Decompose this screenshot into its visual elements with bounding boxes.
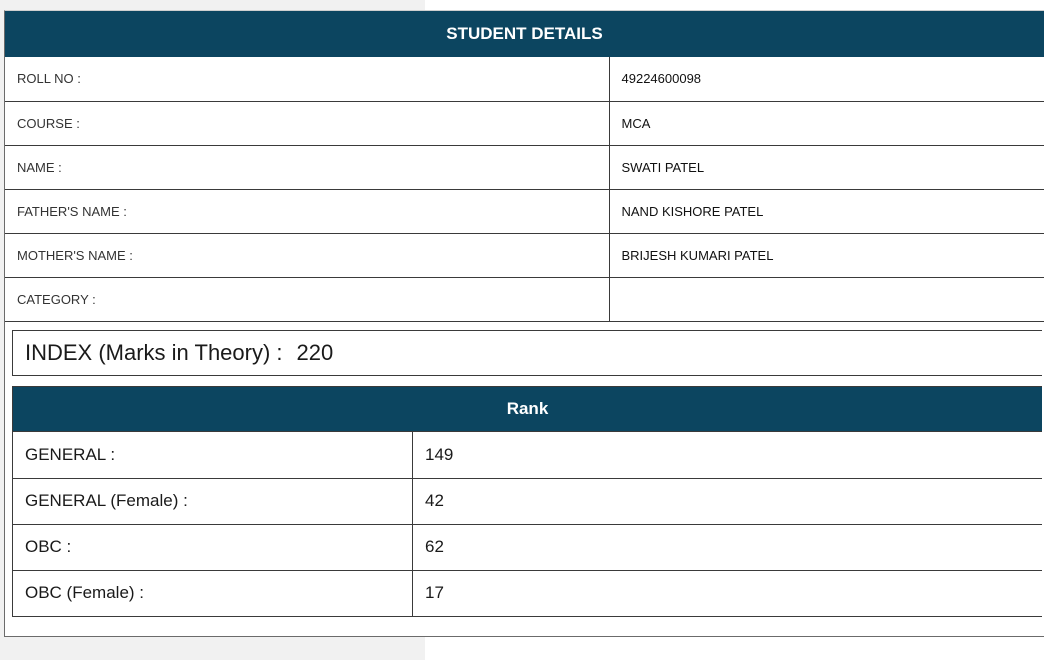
rank-general-label: GENERAL : [13, 432, 413, 478]
roll-no-value: 49224600098 [609, 57, 1044, 101]
table-row [13, 478, 1043, 524]
rank-obc-value: 62 [413, 524, 1043, 570]
table-row [13, 524, 1043, 570]
category-value [609, 277, 1044, 321]
rank-general-female-label: GENERAL (Female) : [13, 478, 413, 524]
rank-title: Rank [506, 399, 549, 418]
category-label: CATEGORY : [5, 277, 609, 321]
mothers-name-label: MOTHER'S NAME : [5, 233, 609, 277]
rank-section [12, 386, 1042, 617]
student-details-header [5, 11, 1044, 57]
name-value: SWATI PATEL [609, 145, 1044, 189]
index-box [12, 330, 1042, 376]
rank-obc-female-label: OBC (Female) : [13, 570, 413, 616]
table-row [5, 233, 1044, 277]
table-row [5, 145, 1044, 189]
table-row [5, 189, 1044, 233]
student-details-title: STUDENT DETAILS [446, 24, 603, 43]
rank-obc-label: OBC : [13, 524, 413, 570]
table-row [13, 432, 1043, 478]
rank-table [12, 432, 1042, 617]
table-row [13, 570, 1043, 616]
mothers-name-value: BRIJESH KUMARI PATEL [609, 233, 1044, 277]
student-details-table [5, 57, 1044, 322]
fathers-name-value: NAND KISHORE PATEL [609, 189, 1044, 233]
table-row [5, 277, 1044, 321]
index-label: INDEX (Marks in Theory) : [25, 340, 283, 365]
table-row [5, 101, 1044, 145]
table-row [5, 57, 1044, 101]
index-value: 220 [296, 340, 334, 365]
rank-general-value: 149 [413, 432, 1043, 478]
course-label: COURSE : [5, 101, 609, 145]
course-value: MCA [609, 101, 1044, 145]
roll-no-label: ROLL NO : [5, 57, 609, 101]
rank-header [12, 386, 1042, 432]
rank-obc-female-value: 17 [413, 570, 1043, 616]
rank-general-female-value: 42 [413, 478, 1043, 524]
fathers-name-label: FATHER'S NAME : [5, 189, 609, 233]
name-label: NAME : [5, 145, 609, 189]
